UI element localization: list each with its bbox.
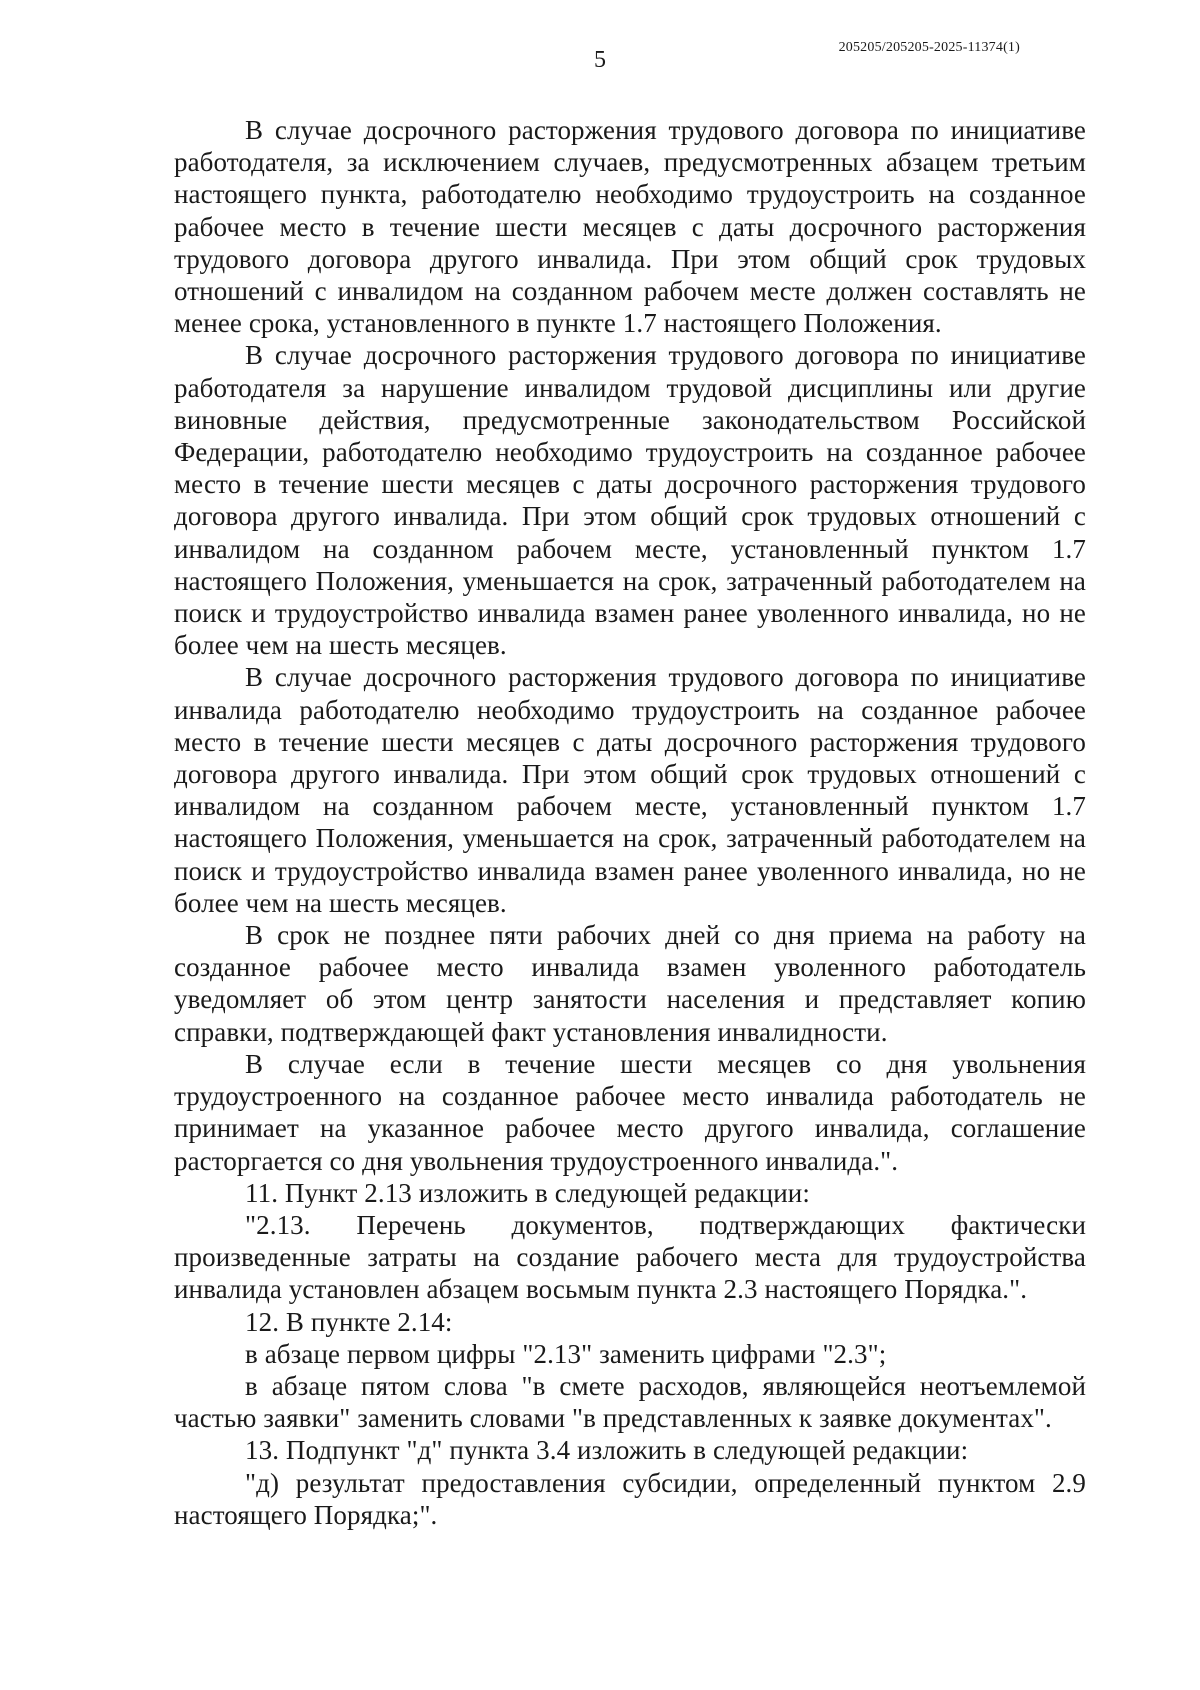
paragraph: в абзаце пятом слова "в смете расходов, являющейся неотъемлемой частью заявки" заменить словами "в представленных к заявке документах". — [174, 1370, 1086, 1434]
paragraph: 13. Подпункт "д" пункта 3.4 изложить в следующей редакции: — [245, 1435, 969, 1466]
paragraph: В случае досрочного расторжения трудового договора по инициативе инвалида работодателю необходимо трудоустроить на созданное рабочее место в течение шести месяцев с даты досрочного расторжения трудового договора другого инвалида. При этом общий срок трудовых отношений с инвалидом на созданном рабочем месте, установленный пунктом 1.7 настоящего Положения, уменьшается на срок, затраченный работодателем на поиск и трудоустройство инвалида взамен ранее уволенного инвалида, но не более чем на шесть месяцев. — [174, 662, 1086, 918]
document-body — [174, 114, 1086, 1531]
paragraph: "д) результат предоставления субсидии, определенный пунктом 2.9 настоящего Порядка;". — [174, 1467, 1086, 1530]
paragraph: 12. В пункте 2.14: — [245, 1306, 453, 1337]
document-number: 205205/205205-2025-11374(1) — [838, 40, 1020, 55]
paragraph: 11. Пункт 2.13 изложить в следующей редакции: — [245, 1177, 810, 1208]
paragraph: В случае если в течение шести месяцев со дня увольнения трудоустроенного на созданное рабочее место инвалида работодатель не принимает на указанное рабочее место другого инвалида, соглашение расторгается со дня увольнения трудоустроенного инвалида.". — [174, 1048, 1086, 1176]
paragraph: В случае досрочного расторжения трудового договора по инициативе работодателя, за исключением случаев, предусмотренных абзацем третьим настоящего пункта, работодателю необходимо трудоустроить на созданное рабочее место в течение шести месяцев с даты досрочного расторжения трудового договора другого инвалида. При этом общий срок трудовых отношений с инвалидом на созданном рабочем месте должен составлять не менее срока, установленного в пункте 1.7 настоящего Положения. — [174, 115, 1086, 339]
paragraph: в абзаце первом цифры "2.13" заменить цифрами "2.3"; — [245, 1338, 887, 1369]
paragraph: "2.13. Перечень документов, подтверждающих фактически произведенные затраты на создание рабочего места для трудоустройства инвалида установлен абзацем восьмым пункта 2.3 настоящего Порядка.". — [174, 1209, 1086, 1305]
paragraph: В случае досрочного расторжения трудового договора по инициативе работодателя за нарушение инвалидом трудовой дисциплины или другие виновные действия, предусмотренные законодательством Российской Федерации, работодателю необходимо трудоустроить на созданное рабочее место в течение шести месяцев с даты досрочного расторжения трудового договора другого инвалида. При этом общий срок трудовых отношений с инвалидом на созданном рабочем месте, установленный пунктом 1.7 настоящего Положения, уменьшается на срок, затраченный работодателем на поиск и трудоустройство инвалида взамен ранее уволенного инвалида, но не более чем на шесть месяцев. — [174, 340, 1086, 661]
paragraph: В срок не позднее пяти рабочих дней со дня приема на работу на созданное рабочее место инвалида взамен уволенного работодатель уведомляет об этом центр занятости населения и представляет копию справки, подтверждающей факт установления инвалидности. — [174, 920, 1086, 1047]
page-number: 5 — [594, 47, 606, 73]
